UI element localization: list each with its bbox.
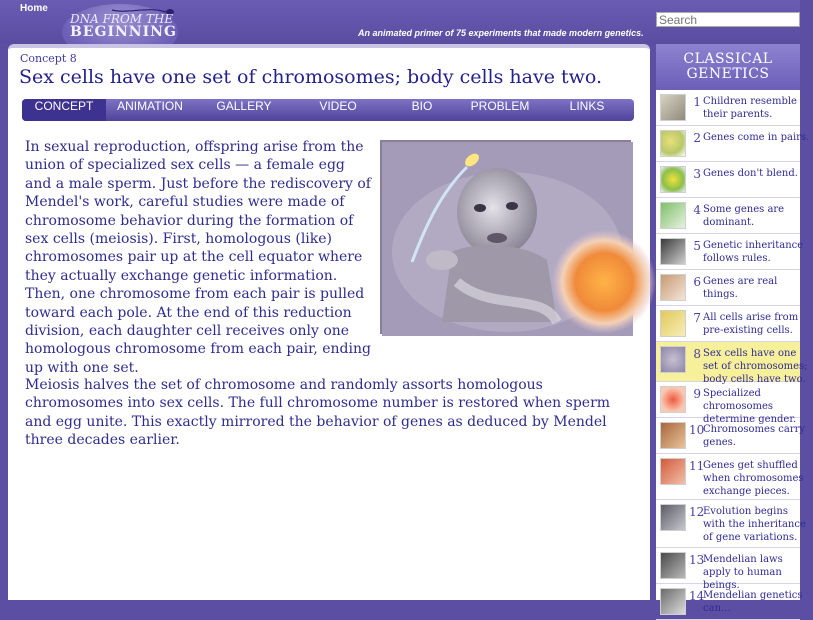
sidebar-item-5[interactable] xyxy=(656,234,804,270)
sidebar-item-number: 9 xyxy=(693,387,701,401)
sidebar-item-label: Evolution begins with the inheritance of gene variations. xyxy=(703,506,806,543)
tab-links[interactable]: LINKS xyxy=(569,99,605,113)
sidebar-item-number: 2 xyxy=(693,131,701,145)
search-input[interactable] xyxy=(656,12,800,27)
sidebar-item-number: 14 xyxy=(689,589,705,603)
tab-gallery[interactable]: GALLERY xyxy=(216,99,272,113)
sidebar-heading: CLASSICAL GENETICS xyxy=(656,44,800,90)
concept-number: Concept 8 xyxy=(20,52,77,65)
concept-thumbnail xyxy=(660,458,686,485)
baby-sperm-egg-image xyxy=(380,140,631,334)
sidebar-item-label: Some genes are dominant. xyxy=(703,204,785,228)
sidebar-item-label: Genes come in pairs. xyxy=(703,132,810,143)
sidebar-item-number: 1 xyxy=(693,95,701,109)
sidebar-item-label: All cells arise from pre-existing cells. xyxy=(703,312,799,336)
sidebar-item-label: Genes are real things. xyxy=(703,276,778,300)
site-logo[interactable] xyxy=(58,0,182,42)
baby-illustration xyxy=(382,142,633,336)
tab-problem[interactable]: PROBLEM xyxy=(470,99,530,113)
sidebar-item-number: 12 xyxy=(689,505,705,519)
sidebar-item-number: 7 xyxy=(693,311,701,325)
sidebar-item-number: 5 xyxy=(693,239,701,253)
sidebar-item-label: Genetic inheritance follows rules. xyxy=(703,240,804,264)
concept-panel xyxy=(8,44,650,600)
concept-thumbnail xyxy=(660,202,686,229)
logo-text-top: DNA FROM THE xyxy=(70,12,174,26)
body-paragraph-1: In sexual reproduction, offspring arise from the union of specialized sex cells — a female egg and a male sperm. Just before the rediscovery of Mendel's work, careful studies were made of chromosome behavior during the formation of sex cells (meiosis). First, homologous (like) chromosomes pair up at the cell equator where they actually exchange genetic information. Then, one chromosome from each pair is pulled toward each pole. At the end of this reduction division, each daughter cell receives only one homologous chromosome from each pair, ending up with one set. xyxy=(25,139,371,376)
concept-thumbnail xyxy=(660,386,686,413)
concept-thumbnail xyxy=(660,310,686,337)
sidebar-item-11[interactable] xyxy=(656,454,804,500)
concept-thumbnail xyxy=(660,346,686,373)
sidebar-item-number: 4 xyxy=(693,203,701,217)
page-title: Sex cells have one set of chromosomes; body cells have two. xyxy=(19,66,603,88)
sidebar-item-1[interactable] xyxy=(656,90,800,126)
tab-bio[interactable]: BIO xyxy=(411,99,433,113)
sidebar-item-number: 6 xyxy=(693,275,701,289)
sidebar-item-12[interactable] xyxy=(656,500,806,548)
sidebar-item-2[interactable] xyxy=(656,126,810,162)
sidebar-item-7[interactable] xyxy=(656,306,800,342)
sidebar-item-label: Children resemble their parents. xyxy=(703,96,797,120)
concept-thumbnail xyxy=(660,274,686,301)
logo-text-bottom: BEGINNING xyxy=(70,24,177,40)
sidebar-item-label: Genes don't blend. xyxy=(703,168,798,179)
sidebar-item-4[interactable] xyxy=(656,198,800,234)
sidebar-item-label: Sex cells have one set of chromosomes; body cells have two. xyxy=(703,348,808,385)
sidebar-item-number: 13 xyxy=(689,553,705,567)
concept-thumbnail xyxy=(660,504,686,531)
home-link[interactable]: Home xyxy=(20,3,48,14)
sidebar-item-label: Mendelian genetics can... xyxy=(703,590,803,614)
sidebar-item-number: 8 xyxy=(693,347,701,361)
sidebar-item-number: 11 xyxy=(689,459,705,473)
concept-thumbnail xyxy=(660,422,686,449)
concept-thumbnail xyxy=(660,238,686,265)
sidebar-item-number: 10 xyxy=(689,423,705,437)
sidebar-item-label: Mendelian laws apply to human beings. xyxy=(703,554,783,591)
sidebar-item-3[interactable] xyxy=(656,162,800,198)
concept-thumbnail xyxy=(660,166,686,193)
body-paragraph-2: Meiosis halves the set of chromosome and randomly assorts homologous chromosomes into sex cells. The full chromosome number is restored when sperm and egg unite. This exactly mirrored the behavior of genes as deduced by Mendel three decades earlier. xyxy=(25,377,611,449)
tab-video[interactable]: VIDEO xyxy=(319,99,357,113)
sidebar-item-13[interactable] xyxy=(656,548,800,591)
concept-thumbnail xyxy=(660,94,686,121)
sidebar-item-8[interactable] xyxy=(656,342,808,385)
sidebar-item-label: Genes get shuffled when chromosomes exchange pieces. xyxy=(703,460,804,497)
sidebar-item-14[interactable] xyxy=(656,584,803,620)
sidebar-item-number: 3 xyxy=(693,167,701,181)
site-header xyxy=(0,0,800,44)
sidebar-item-6[interactable] xyxy=(656,270,800,306)
sidebar-item-10[interactable] xyxy=(656,418,806,454)
concept-thumbnail xyxy=(660,552,686,579)
tab-concept[interactable]: CONCEPT xyxy=(22,99,106,121)
concept-tab-bar xyxy=(22,99,634,121)
tab-animation[interactable]: ANIMATION xyxy=(117,99,183,113)
concept-thumbnail xyxy=(660,130,686,157)
concept-thumbnail xyxy=(660,588,686,615)
site-tagline: An animated primer of 75 experiments that made modern genetics. xyxy=(358,28,644,38)
sidebar-item-9[interactable] xyxy=(656,382,800,425)
sidebar-item-label: Chromosomes carry genes. xyxy=(703,424,806,448)
sidebar-item-label: Specialized chromosomes determine gender. xyxy=(703,388,797,425)
classical-genetics-sidebar xyxy=(656,44,810,614)
